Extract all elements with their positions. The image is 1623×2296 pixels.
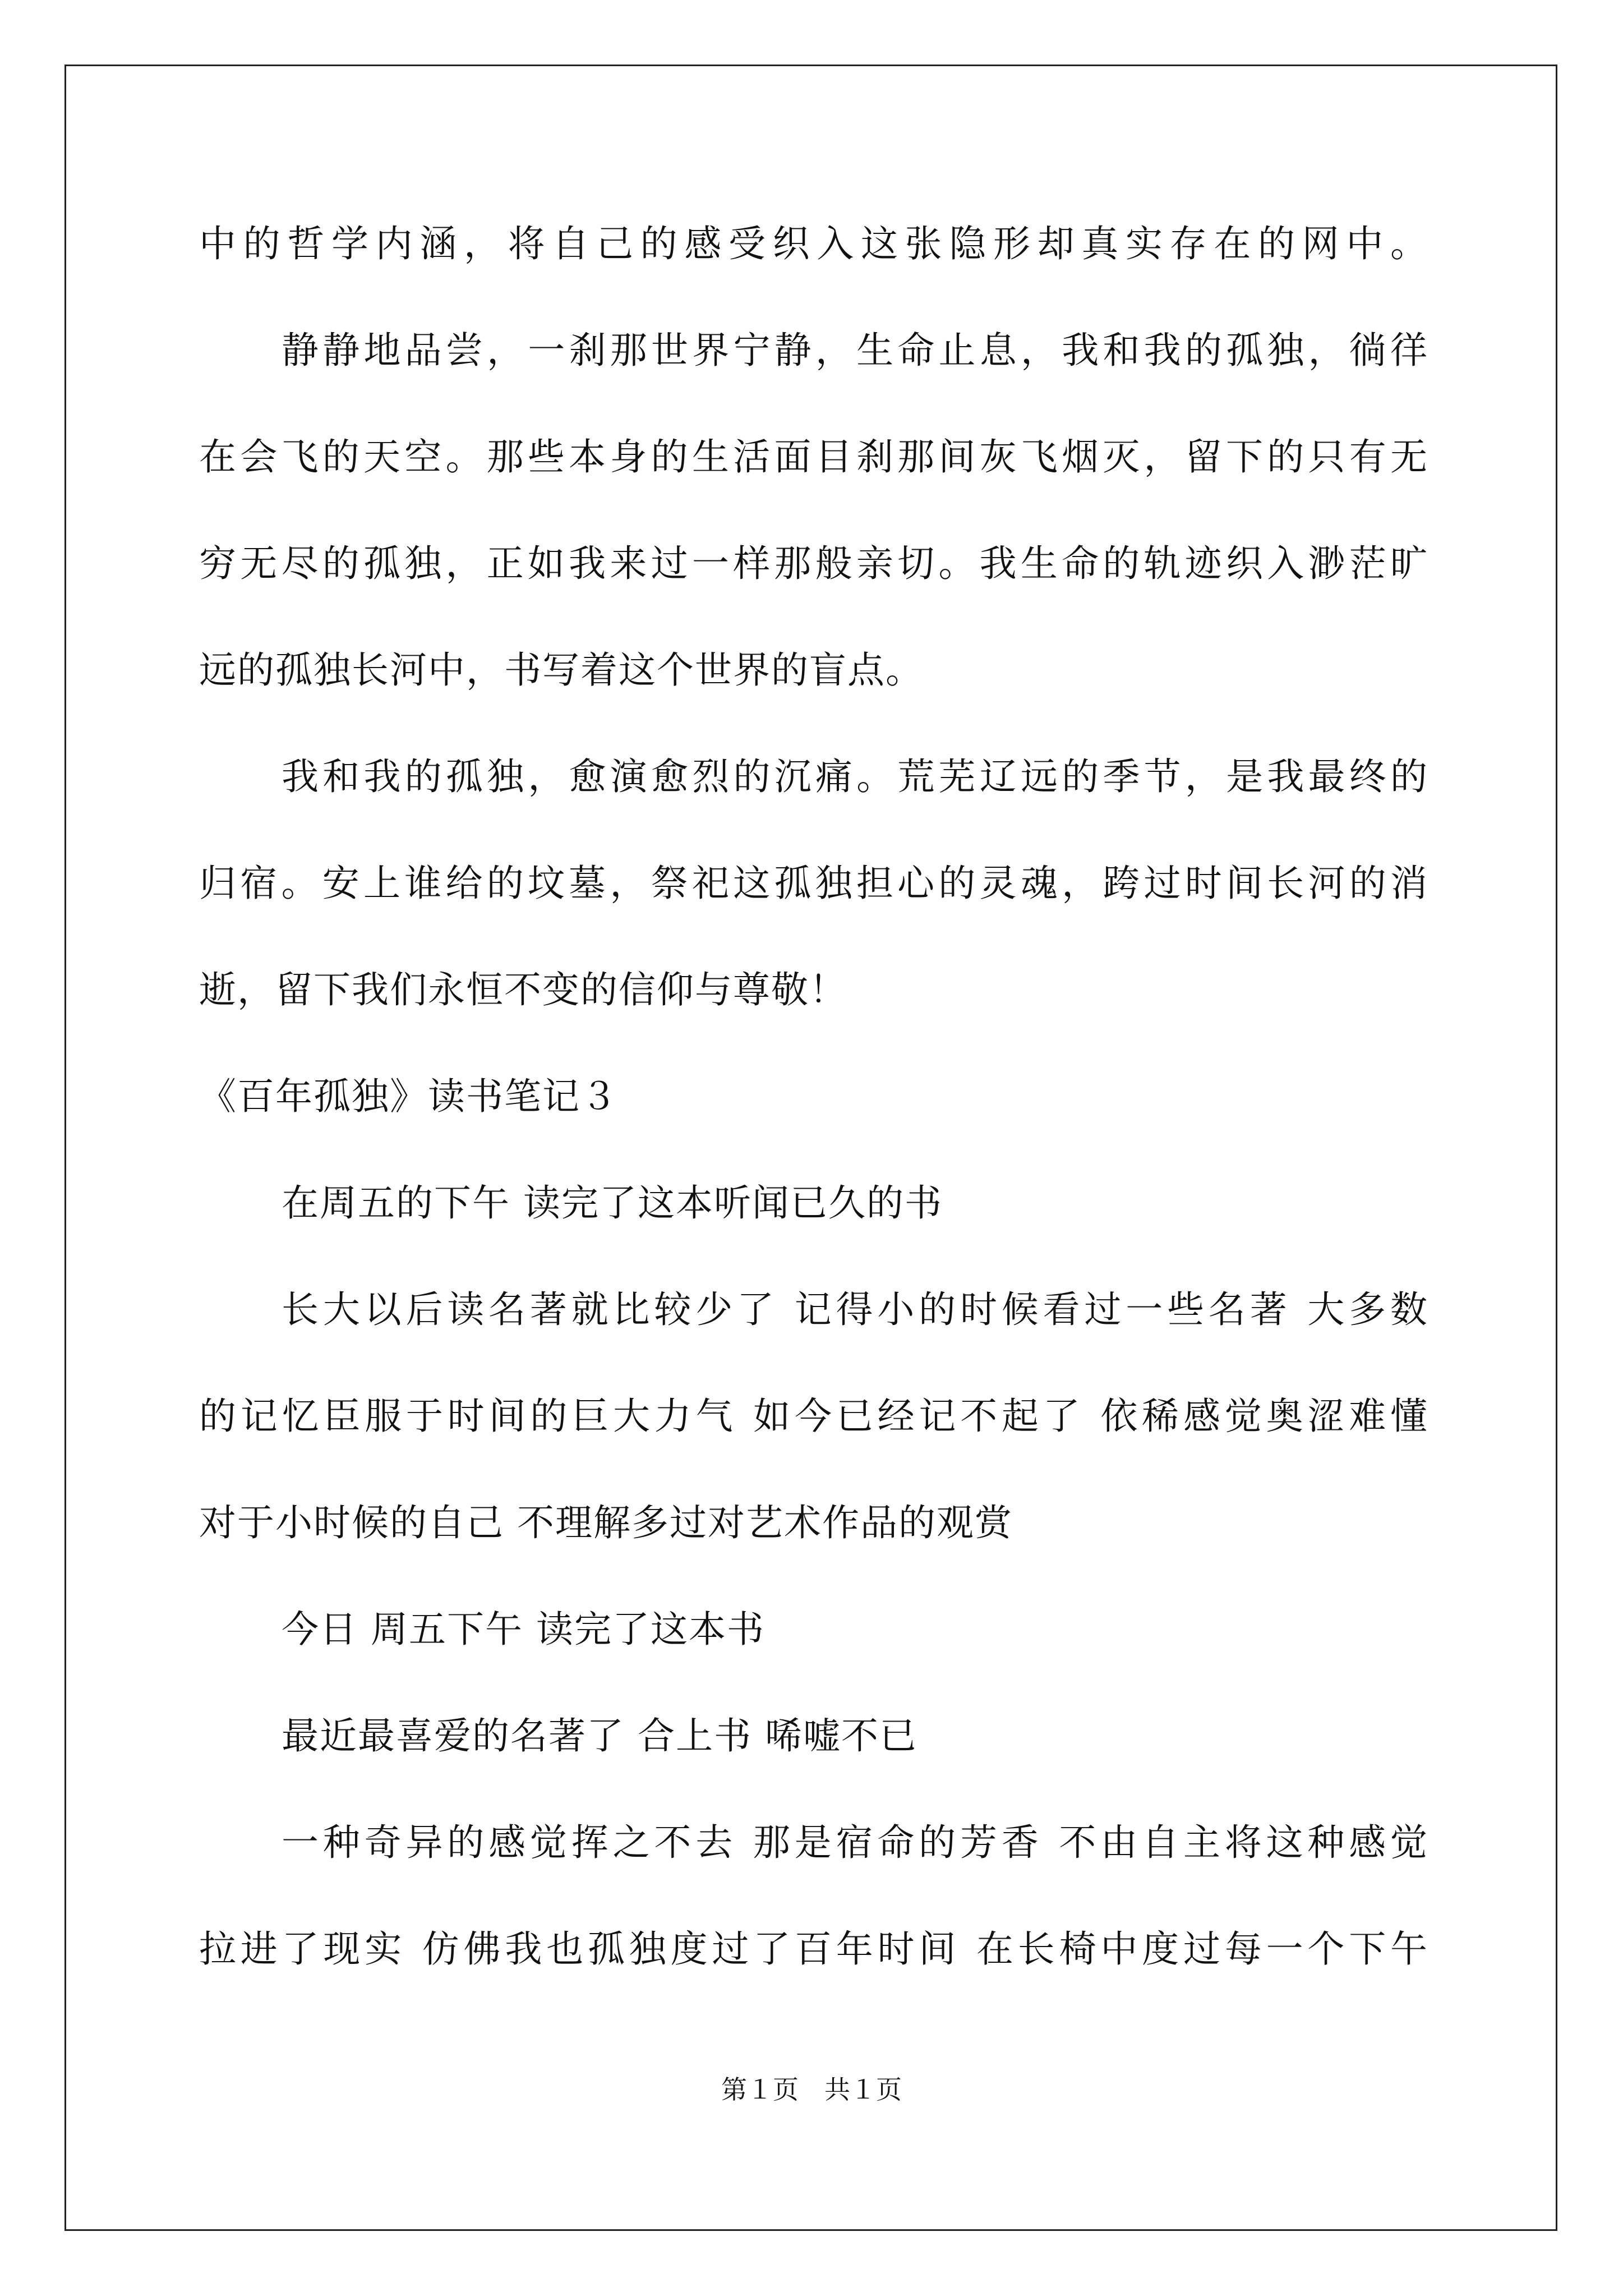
- paragraph-first-line: 一种奇异的感觉挥之不去 那是宿命的芳香 不由自主将这种感觉: [282, 1821, 1427, 1864]
- page-border: [64, 65, 1557, 2231]
- text-line: 穷无尽的孤独，正如我来过一样那般亲切。我生命的轨迹织入渺茫旷: [199, 542, 1427, 585]
- text-line: 的记忆臣服于时间的巨大力气 如今已经记不起了 依稀感觉奥涩难懂: [199, 1395, 1427, 1438]
- page-footer: 第１页 共１页: [721, 2076, 902, 2104]
- text-line: 中的哲学内涵，将自己的感受织入这张隐形却真实存在的网中。: [199, 222, 1427, 265]
- section-heading: 《百年孤独》读书笔记３: [199, 1075, 619, 1118]
- text-line: 归宿。安上谁给的坟墓，祭祀这孤独担心的灵魂，跨过时间长河的消: [199, 862, 1427, 905]
- paragraph-first-line: 静静地品尝，一刹那世界宁静，生命止息，我和我的孤独，徜徉: [282, 329, 1427, 372]
- paragraph-first-line: 在周五的下午 读完了这本听闻已久的书: [282, 1181, 943, 1225]
- text-line: 逝，留下我们永恒不变的信仰与尊敬！: [199, 968, 847, 1011]
- paragraph-first-line: 今日 周五下午 读完了这本书: [282, 1608, 765, 1651]
- text-line: 拉进了现实 仿佛我也孤独度过了百年时间 在长椅中度过每一个下午: [199, 1927, 1427, 1971]
- paragraph-first-line: 我和我的孤独，愈演愈烈的沉痛。荒芜辽远的季节，是我最终的: [282, 755, 1427, 798]
- text-line: 远的孤独长河中，书写着这个世界的盲点。: [199, 648, 924, 692]
- text-line: 在会飞的天空。那些本身的生活面目刹那间灰飞烟灭，留下的只有无: [199, 435, 1427, 478]
- text-line: 对于小时候的自己 不理解多过对艺术作品的观赏: [199, 1501, 1013, 1544]
- paragraph-first-line: 最近最喜爱的名著了 合上书 唏嘘不已: [282, 1714, 917, 1757]
- paragraph-first-line: 长大以后读名著就比较少了 记得小的时候看过一些名著 大多数: [282, 1288, 1427, 1331]
